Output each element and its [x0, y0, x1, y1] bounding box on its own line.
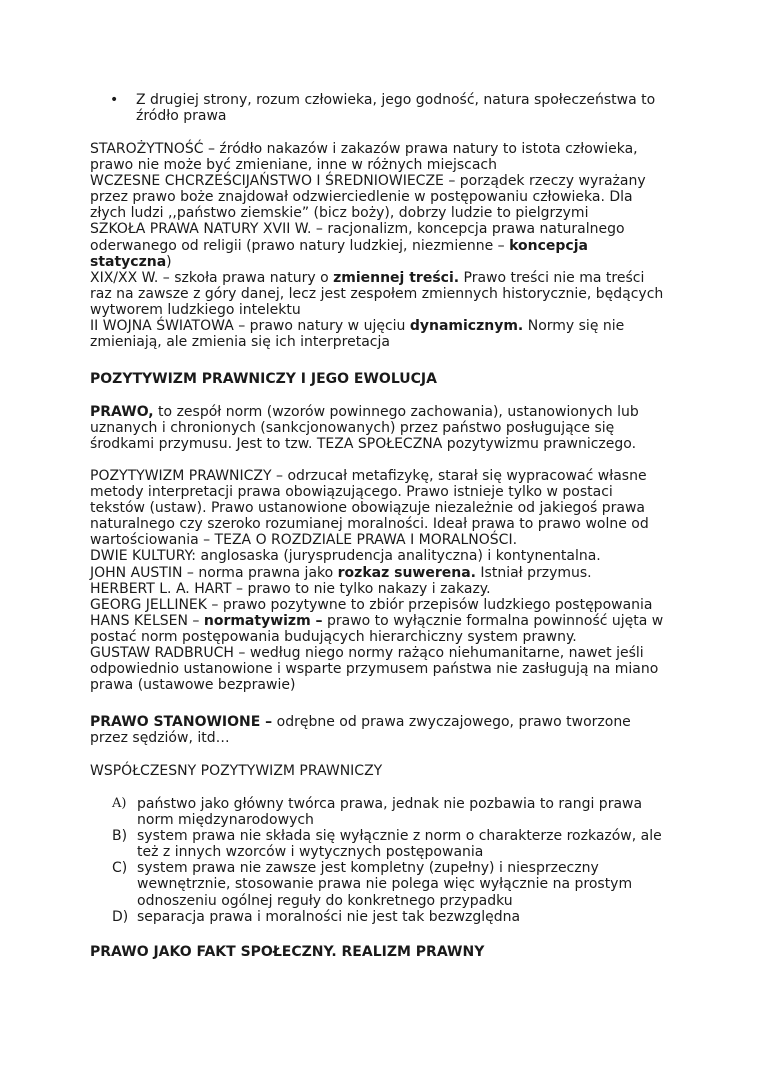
text-line: naturalnego czy szeroko rozumianej moralności. Ideał prawa to prawo wolne od — [90, 516, 649, 533]
text-line: WCZESNE CHCRZEŚCIJAŃSTWO I ŚREDNIOWIECZE – porządek rzeczy wyrażany — [90, 173, 646, 190]
list-item — [112, 828, 682, 860]
section-heading-realizm: PRAWO JAKO FAKT SPOŁECZNY. REALIZM PRAWNY — [90, 944, 485, 960]
text-line: metody interpretacji prawa obowiązującego. Prawo istnieje tylko w postaci — [90, 484, 613, 501]
text-line: uznanych i chronionych (sankcjonowanych) przez państwo posługujące się — [90, 420, 615, 437]
pozytywizm-paragraph — [90, 468, 680, 693]
text-line: GUSTAW RADBRUCH – według niego normy rażąco niehumanitarne, nawet jeśli — [90, 645, 644, 662]
lettered-list — [112, 796, 682, 925]
bold-run: PRAWO STANOWIONE – — [90, 714, 273, 730]
text-line — [90, 270, 680, 286]
text-run: to zespół norm (wzorów powinnego zachowania), ustanowionych lub — [153, 404, 639, 420]
text-line: środkami przymusu. Jest to tzw. TEZA SPOŁECZNA pozytywizmu prawniczego. — [90, 436, 637, 453]
text-line: źródło prawa — [136, 108, 227, 125]
text-line: prawo nie może być zmieniane, inne w różnych miejscach — [90, 157, 497, 174]
text-line: norm międzynarodowych — [137, 812, 314, 829]
text-run: Istniał przymus. — [475, 564, 592, 581]
text-line: wewnętrznie, stosowanie prawa nie polega więc wyłącznie na prostym — [137, 876, 633, 893]
bold-run: PRAWO, — [90, 404, 154, 420]
history-paragraph — [90, 141, 680, 350]
text-line: zmieniają, ale zmienia się ich interpretacja — [90, 334, 390, 351]
text-line: system prawa nie zawsze jest kompletny (zupełny) i niesprzeczny — [137, 860, 599, 877]
bold-run: dynamicznym. — [409, 318, 524, 335]
text-line: złych ludzi ,,państwo ziemskie” (bicz boży), dobrzy ludzie to pielgrzymi — [90, 205, 589, 222]
text-line: wartościowania – TEZA O ROZDZIALE PRAWA I MORALNOŚCI. — [90, 532, 518, 549]
text-run: II WOJNA ŚWIATOWA – prawo natury w ujęciu — [90, 318, 410, 335]
text-line: odpowiednio ustanowione i wsparte przymusem państwa nie zasługują na miano — [90, 661, 659, 678]
wspolczesny-heading: WSPÓŁCZESNY POZYTYWIZM PRAWNICZY — [90, 763, 383, 779]
text-line: Z drugiej strony, rozum człowieka, jego godność, natura społeczeństwa to — [136, 92, 656, 108]
text-run: XIX/XX W. – szkoła prawa natury o — [90, 269, 334, 286]
list-marker: D) — [112, 908, 129, 925]
text-line: przez prawo boże znajdował odzwierciedlenie w postępowaniu człowieka. Dla — [90, 189, 633, 206]
text-line — [90, 613, 680, 629]
bold-run: koncepcja — [509, 237, 588, 254]
text-line — [90, 318, 680, 334]
prawo-definition-paragraph — [90, 404, 680, 452]
text-line — [90, 254, 680, 270]
text-run: prawo to wyłącznie formalna powinność ujęta w — [322, 612, 664, 629]
text-line: postać norm postępowania budujących hierarchiczny system prawny. — [90, 628, 577, 645]
text-line: GEORG JELLINEK – prawo pozytywne to zbiór przepisów ludzkiego postępowania — [90, 596, 653, 613]
text-line — [90, 404, 680, 420]
text-run: JOHN AUSTIN – norma prawna jako — [90, 564, 338, 581]
bold-run: zmiennej treści. — [333, 269, 460, 286]
bold-run: rozkaz suwerena. — [337, 564, 476, 581]
text-line: odnoszeniu ogólnej reguły do konkretnego przypadku — [137, 892, 513, 909]
text-run: Normy się nie — [523, 318, 625, 335]
text-line: DWIE KULTURY: anglosaska (jurysprudencja analityczna) i kontynentalna. — [90, 548, 601, 565]
text-line: HERBERT L. A. HART – prawo to nie tylko nakazy i zakazy. — [90, 580, 491, 597]
text-line — [90, 238, 680, 254]
text-line: wytworem ludzkiego intelektu — [90, 301, 301, 318]
text-line: system prawa nie składa się wyłącznie z norm o charakterze rozkazów, ale — [137, 828, 662, 845]
list-item — [112, 860, 682, 908]
list-marker: C) — [112, 860, 128, 877]
text-line: też z innych wzorców i wytycznych postępowania — [137, 844, 484, 861]
text-line: przez sędziów, itd… — [90, 730, 230, 747]
section-heading-pozytywizm: POZYTYWIZM PRAWNICZY I JEGO EWOLUCJA — [90, 371, 437, 387]
text-line: separacja prawa i moralności nie jest tak bezwzględna — [137, 908, 521, 925]
bullet-text — [136, 92, 655, 124]
bold-run: normatywizm – — [203, 612, 323, 629]
text-run: oderwanego od religii (prawo natury ludzkiej, niezmienne – — [90, 237, 510, 254]
text-line: prawa (ustawowe bezprawie) — [90, 677, 296, 694]
text-line: raz na zawsze z góry danej, lecz jest zespołem zmiennych historycznie, będących — [90, 285, 664, 302]
text-line: tekstów (ustaw). Prawo ustanowione obowiązuje niezależnie od jakiegoś prawa — [90, 500, 646, 517]
text-run: HANS KELSEN – — [90, 612, 204, 629]
text-line: państwo jako główny twórca prawa, jednak nie pozbawia to rangi prawa — [137, 796, 643, 812]
list-marker: B) — [112, 828, 128, 845]
list-marker: A) — [112, 796, 127, 811]
text-line: STAROŻYTNOŚĆ – źródło nakazów i zakazów prawa natury to istota człowieka, — [90, 141, 638, 157]
text-line: POZYTYWIZM PRAWNICZY – odrzucał metafizykę, starał się wypracować własne — [90, 468, 647, 484]
list-item — [112, 796, 682, 828]
bullet-dot-icon: • — [110, 92, 119, 108]
prawo-stanowione-paragraph — [90, 714, 680, 746]
text-run: odrębne od prawa zwyczajowego, prawo tworzone — [272, 714, 631, 730]
text-line: SZKOŁA PRAWA NATURY XVII W. – racjonalizm, koncepcja prawa naturalnego — [90, 221, 625, 238]
text-run: ) — [166, 253, 172, 270]
text-run: Prawo treści nie ma treści — [459, 269, 645, 286]
bold-run: statyczna — [90, 253, 167, 270]
list-item — [112, 909, 682, 925]
text-line — [90, 565, 680, 581]
text-line — [90, 714, 680, 730]
